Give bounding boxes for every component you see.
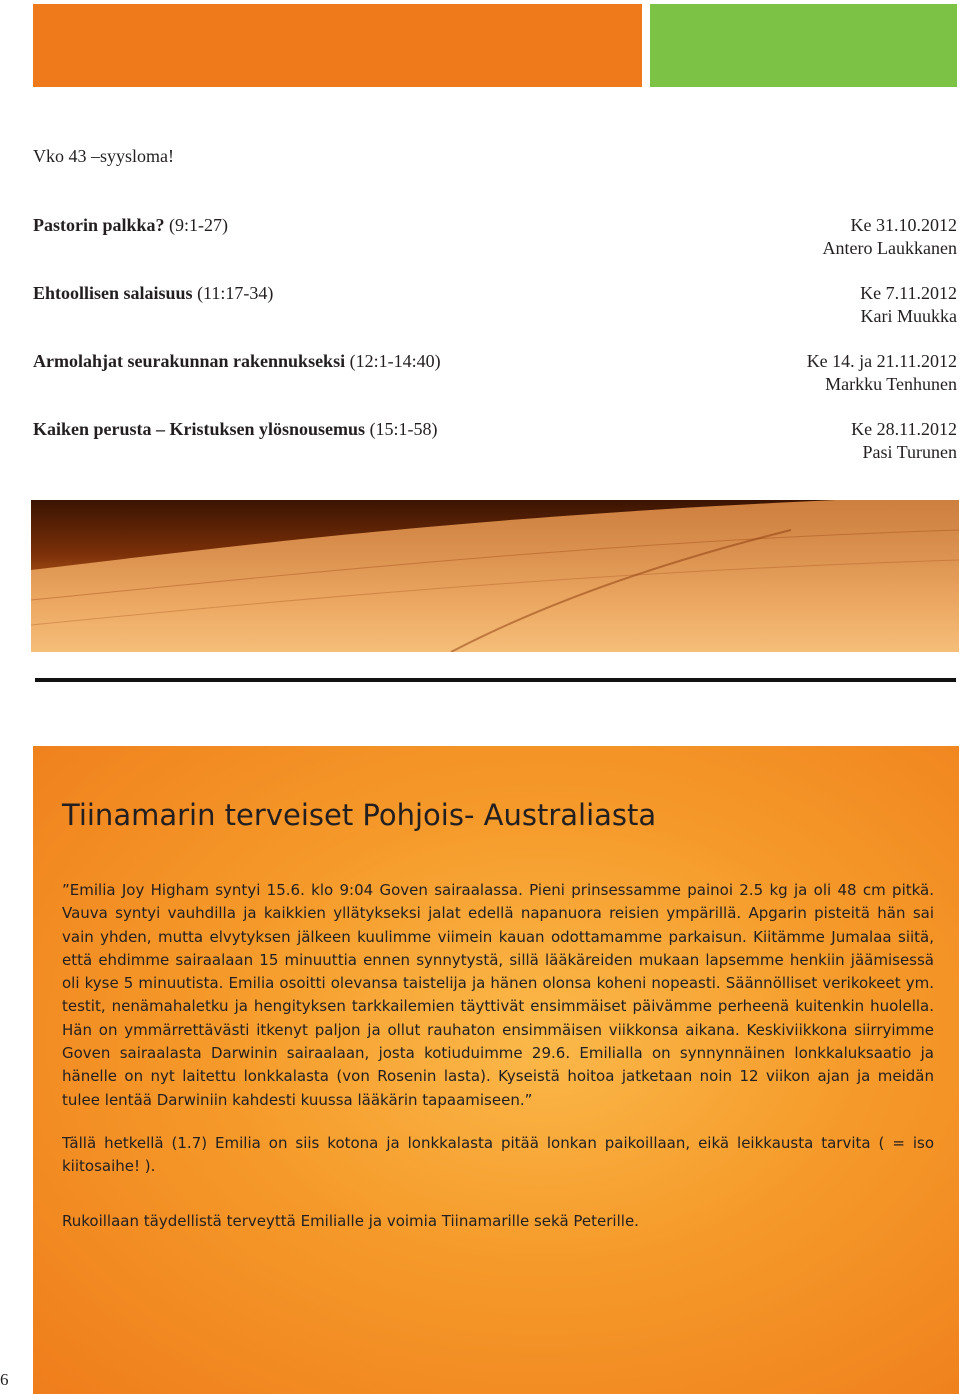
schedule-title: Kaiken perusta – Kristuksen ylösnousemus (33, 419, 366, 439)
schedule-item (33, 214, 957, 282)
holiday-notice: Vko 43 –syysloma! (33, 146, 174, 166)
panel-paragraph: ”Emilia Joy Higham syntyi 15.6. klo 9:04 Goven sairaalassa. Pieni prinsessamme painoi 2.5 kg ja oli 48 cm pitkä. Vauva syntyi vauhdilla ja kaikkien yllätykseksi jalat edellä napanuora reisien ympärillä. Apgarin pisteitä hän sai vain yhden, mutta elvytyksen jälkeen kuulimme viimein kauan odottamamme parkaisun. Kiitämme Jumalaa siitä, että ehdimme sairaalaan 15 minuuttia ennen synnytystä, sillä lääkäreiden mukaan lapsemme henkiin jäämisessä oli kyse 5 minuutista. Emilia osoitti olevansa taistelija ja hänen olonsa koheni nopeasti. Säännölliset verikokeet ym. testit, nenämahaletku ja hengityksen tarkkailemien täyttivät ensimmäiset päivämme perheenä kuitenkin huolella. Hän on ymmärrettävästi itkenyt paljon ja ollut rauhaton ensimmäisen viikkonsa aikana. Keskiviikkona siirryimme Goven sairaalasta Darwinin sairaalaan, josta kotiuduimme 29.6. Emilialla on synnynnäinen lonkkaluksaatio ja hänelle on nyt laitettu lonkkalasta (von Rosenin lasta). Kyseistä hoitoa jatketaan noin 12 viikon ajan ja meidän tulee lentää Darwiniin kahdesti kuussa lääkärin tapaamiseen.” (62, 881, 934, 1109)
open-bible-photo (31, 500, 959, 652)
greeting-panel (33, 746, 959, 1394)
divider-line (35, 678, 956, 682)
page-number: 6 (0, 1370, 9, 1389)
schedule-speaker: Kari Muukka (860, 306, 957, 326)
panel-title: Tiinamarin terveiset Pohjois- Australiasta (62, 798, 657, 832)
bible-illustration (31, 500, 959, 652)
schedule-ref: (12:1-14:40) (349, 351, 441, 371)
schedule-date: Ke 28.11.2012 (851, 419, 957, 439)
schedule-item (33, 350, 957, 418)
schedule-speaker: Antero Laukkanen (822, 238, 957, 258)
schedule-date: Ke 14. ja 21.11.2012 (806, 351, 957, 371)
panel-paragraph: Tällä hetkellä (1.7) Emilia on siis kotona ja lonkkalasta pitää lonkan paikoillaan, eikä leikkausta tarvita ( = iso kiitosaihe! ). (62, 1133, 934, 1176)
schedule-title: Ehtoollisen salaisuus (33, 283, 193, 303)
sermon-schedule (33, 214, 957, 486)
schedule-ref: (11:17-34) (197, 283, 274, 303)
header-bar-green (650, 4, 957, 87)
header-color-bar (33, 4, 957, 87)
header-bar-orange (33, 4, 642, 87)
schedule-item (33, 282, 957, 350)
panel-body (62, 879, 934, 1233)
schedule-speaker: Pasi Turunen (862, 442, 957, 462)
schedule-ref: (15:1-58) (369, 419, 438, 439)
panel-paragraph: Rukoillaan täydellistä terveyttä Emilialle ja voimia Tiinamarille sekä Peterille. (62, 1211, 639, 1230)
schedule-date: Ke 31.10.2012 (850, 215, 957, 235)
schedule-ref: (9:1-27) (169, 215, 229, 235)
schedule-title: Armolahjat seurakunnan rakennukseksi (33, 351, 346, 371)
schedule-date: Ke 7.11.2012 (860, 283, 957, 303)
schedule-title: Pastorin palkka? (33, 215, 165, 235)
schedule-item (33, 418, 957, 486)
schedule-speaker: Markku Tenhunen (825, 374, 957, 394)
